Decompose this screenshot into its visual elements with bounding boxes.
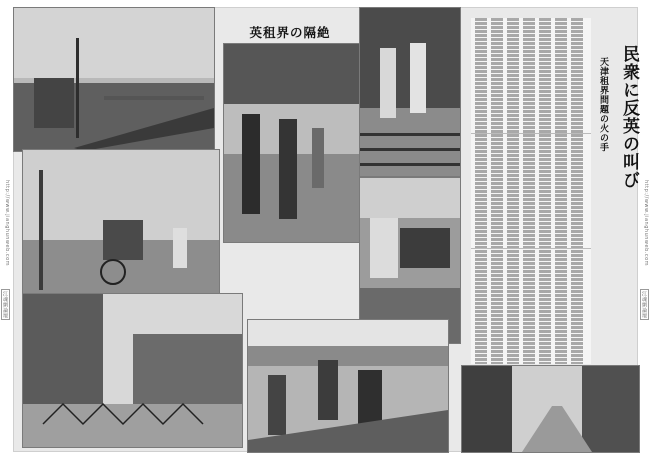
headline: 民衆に反英の叫び (619, 45, 639, 189)
rickshaw-photo (22, 149, 220, 297)
left-margin (1, 180, 10, 320)
margin-url: http://www.jianghunweb.com (643, 180, 649, 267)
barricade-photo (22, 293, 243, 448)
headline-subtitle: 天津租界問題の火の手 (598, 57, 608, 152)
magazine-spread (13, 7, 638, 452)
officials-photo (359, 7, 461, 177)
boat-photo (247, 319, 449, 453)
margin-brand: 江魂網論壇 (2, 290, 8, 318)
soldiers-photo (223, 43, 361, 243)
margin-brand: 江魂網論壇 (641, 290, 647, 318)
right-margin (640, 180, 649, 320)
street-photo (461, 365, 640, 453)
margin-url: http://www.jianghunweb.com (4, 180, 10, 267)
article-body (471, 18, 591, 364)
bridge-photo (13, 7, 215, 152)
section-title: 英租界の隔絶 (249, 25, 331, 40)
